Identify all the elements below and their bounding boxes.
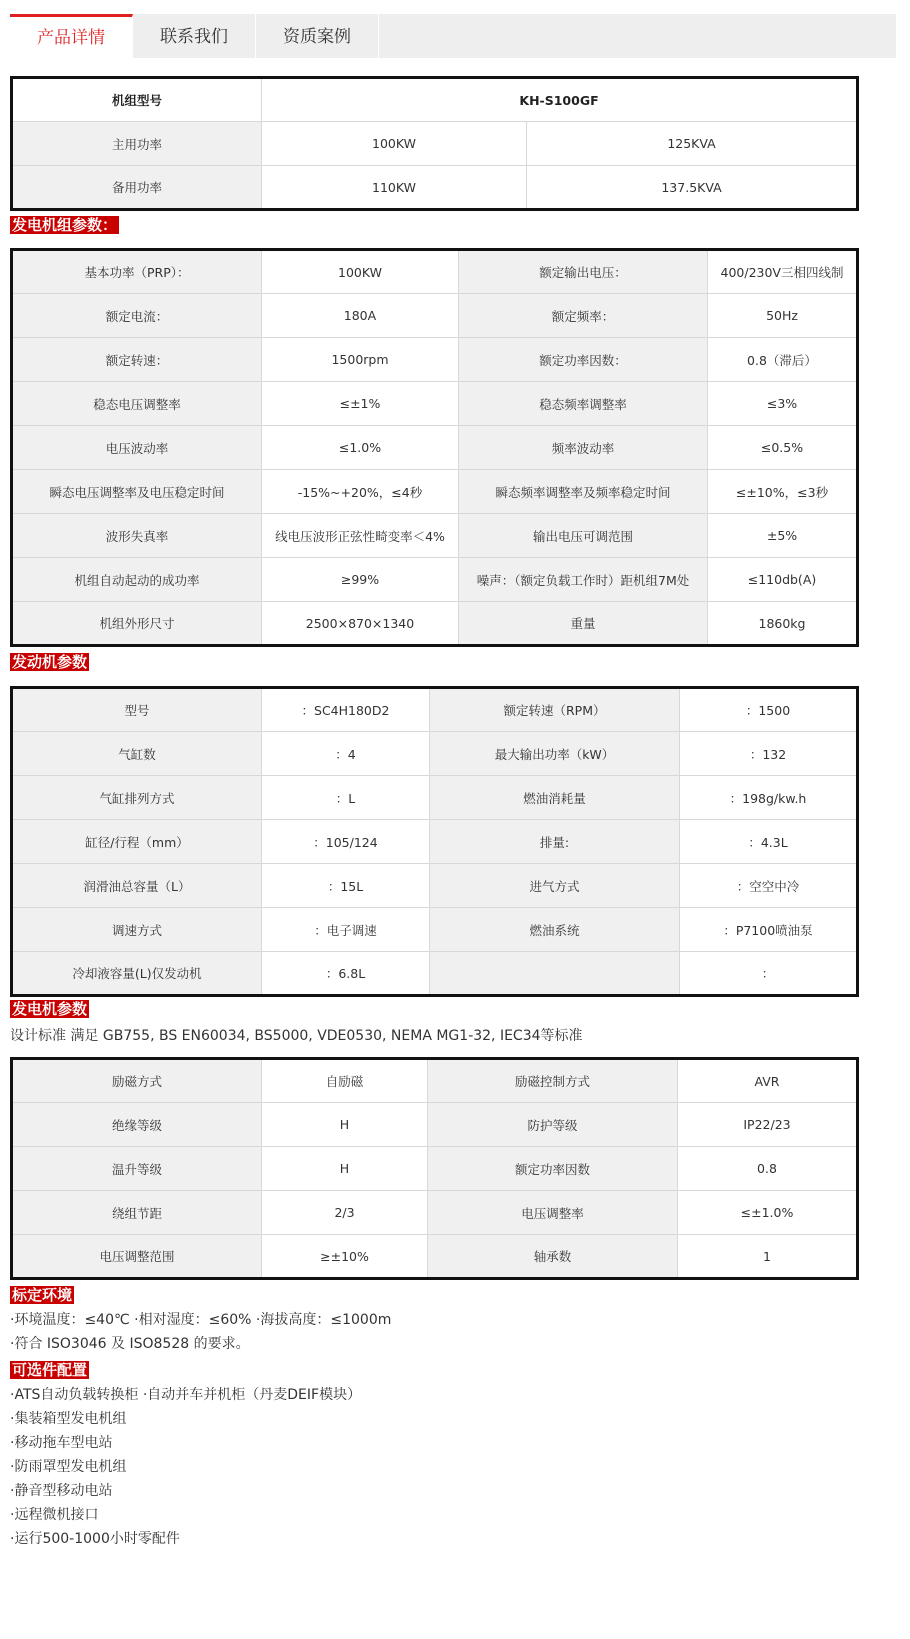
param-value: 1 — [678, 1235, 858, 1279]
param-label — [430, 952, 680, 996]
param-label: 额定电流： — [12, 294, 262, 338]
table-row — [12, 952, 858, 996]
table-row — [12, 294, 858, 338]
option-line: ·移动拖车型电站 — [10, 1435, 113, 1451]
section-heading-engine: 发动机参数 — [12, 653, 88, 671]
param-value: ≤±10%，≤3秒 — [708, 470, 858, 514]
param-value: ≤±1% — [262, 382, 459, 426]
section-heading-options: 可选件配置 — [12, 1361, 88, 1379]
param-label: 额定功率因数： — [459, 338, 708, 382]
param-value: ：15L — [262, 864, 430, 908]
model-row-value: 110KW — [262, 166, 527, 210]
table-row — [12, 776, 858, 820]
table-row — [12, 514, 858, 558]
param-value: ≤±1.0% — [678, 1191, 858, 1235]
param-value: ：4.3L — [680, 820, 858, 864]
param-value: 线电压波形正弦性畸变率＜4% — [262, 514, 459, 558]
param-value: ： — [680, 952, 858, 996]
param-label: 绕组节距 — [12, 1191, 262, 1235]
param-label: 噪声：（额定负载工作时）距机组7M处 — [459, 558, 708, 602]
section-heading-genset: 发电机组参数： — [12, 216, 118, 234]
param-label: 燃油消耗量 — [430, 776, 680, 820]
param-value: H — [262, 1147, 428, 1191]
option-line: ·静音型移动电站 — [10, 1483, 113, 1499]
environment-line: ·环境温度：≤40℃ ·相对湿度：≤60% ·海拔高度：≤1000m — [10, 1312, 392, 1328]
param-label: 额定功率因数 — [428, 1147, 678, 1191]
environment-line: ·符合 ISO3046 及 ISO8528 的要求。 — [10, 1336, 250, 1352]
param-label: 额定转速： — [12, 338, 262, 382]
param-label: 输出电压可调范围 — [459, 514, 708, 558]
param-label: 排量: — [430, 820, 680, 864]
table-row — [12, 558, 858, 602]
param-value: ≤1.0% — [262, 426, 459, 470]
table-row — [12, 908, 858, 952]
param-value: ：空空中冷 — [680, 864, 858, 908]
param-value: ：4 — [262, 732, 430, 776]
design-standard-text: 设计标准 满足 GB755, BS EN60034, BS5000, VDE0530, NEMA MG1-32, IEC34等标准 — [10, 1028, 583, 1044]
option-line: ·防雨罩型发电机组 — [10, 1459, 127, 1475]
param-label: 气缸数 — [12, 732, 262, 776]
param-value: ：132 — [680, 732, 858, 776]
model-row-label: 备用功率 — [12, 166, 262, 210]
param-value: ：SC4H180D2 — [262, 688, 430, 732]
param-value: -15%~+20%，≤4秒 — [262, 470, 459, 514]
table-row — [12, 864, 858, 908]
param-label: 润滑油总容量（L） — [12, 864, 262, 908]
option-line: ·集装箱型发电机组 — [10, 1411, 127, 1427]
param-value: IP22/23 — [678, 1103, 858, 1147]
param-value: 50Hz — [708, 294, 858, 338]
param-value: 自励磁 — [262, 1059, 428, 1103]
param-label: 调速方式 — [12, 908, 262, 952]
tab-qualification-cases[interactable]: 资质案例 — [256, 14, 379, 58]
param-label: 温升等级 — [12, 1147, 262, 1191]
tab-bar — [10, 14, 896, 58]
param-label: 电压调整范围 — [12, 1235, 262, 1279]
model-row-label: 主用功率 — [12, 122, 262, 166]
table-row — [12, 602, 858, 646]
model-row-value: 137.5KVA — [527, 166, 858, 210]
param-value: ：P7100喷油泵 — [680, 908, 858, 952]
section-heading-environment: 标定环境 — [12, 1286, 73, 1304]
param-label: 绝缘等级 — [12, 1103, 262, 1147]
param-label: 燃油系统 — [430, 908, 680, 952]
param-label: 瞬态频率调整率及频率稳定时间 — [459, 470, 708, 514]
param-label: 励磁控制方式 — [428, 1059, 678, 1103]
param-value: ：电子调速 — [262, 908, 430, 952]
param-label: 额定频率： — [459, 294, 708, 338]
param-label: 轴承数 — [428, 1235, 678, 1279]
param-label: 稳态频率调整率 — [459, 382, 708, 426]
param-label: 进气方式 — [430, 864, 680, 908]
param-value: ≤110db(A) — [708, 558, 858, 602]
param-value: AVR — [678, 1059, 858, 1103]
table-row — [12, 1059, 858, 1103]
model-row-value: 125KVA — [527, 122, 858, 166]
table-row — [12, 122, 858, 166]
param-value: 1500rpm — [262, 338, 459, 382]
param-label: 气缸排列方式 — [12, 776, 262, 820]
param-label: 机组外形尺寸 — [12, 602, 262, 646]
param-label: 最大输出功率（kW） — [430, 732, 680, 776]
table-row — [12, 1147, 858, 1191]
param-value: ：6.8L — [262, 952, 430, 996]
param-label: 瞬态电压调整率及电压稳定时间 — [12, 470, 262, 514]
param-value: ：1500 — [680, 688, 858, 732]
param-value: ±5% — [708, 514, 858, 558]
param-label: 缸径/行程（mm） — [12, 820, 262, 864]
param-label: 励磁方式 — [12, 1059, 262, 1103]
param-value: 2500×870×1340 — [262, 602, 459, 646]
table-row — [12, 250, 858, 294]
param-label: 冷却液容量(L)仅发动机 — [12, 952, 262, 996]
table-row — [12, 1191, 858, 1235]
param-label: 电压调整率 — [428, 1191, 678, 1235]
param-value: 0.8 — [678, 1147, 858, 1191]
table-row — [12, 688, 858, 732]
param-value: 180A — [262, 294, 459, 338]
param-label: 基本功率（PRP）： — [12, 250, 262, 294]
section-heading-alternator: 发电机参数 — [12, 1000, 88, 1018]
param-label: 型号 — [12, 688, 262, 732]
param-label: 频率波动率 — [459, 426, 708, 470]
param-value: 100KW — [262, 250, 459, 294]
param-value: 1860kg — [708, 602, 858, 646]
option-line: ·远程微机接口 — [10, 1507, 99, 1523]
param-label: 波形失真率 — [12, 514, 262, 558]
param-label: 额定输出电压： — [459, 250, 708, 294]
table-row — [12, 382, 858, 426]
param-value: ：105/124 — [262, 820, 430, 864]
param-value: ≥±10% — [262, 1235, 428, 1279]
model-header-label: 机组型号 — [12, 78, 262, 122]
table-row — [12, 732, 858, 776]
genset-params-table — [10, 248, 859, 647]
table-row — [12, 470, 858, 514]
model-row-value: 100KW — [262, 122, 527, 166]
option-line: ·运行500-1000小时零配件 — [10, 1531, 180, 1547]
param-value: ≤3% — [708, 382, 858, 426]
param-label: 额定转速（RPM） — [430, 688, 680, 732]
param-value: 2/3 — [262, 1191, 428, 1235]
tab-product-details[interactable]: 产品详情 — [10, 14, 133, 58]
table-row — [12, 1235, 858, 1279]
param-value: 0.8（滞后） — [708, 338, 858, 382]
param-label: 机组自动起动的成功率 — [12, 558, 262, 602]
model-header-value: KH-S100GF — [262, 78, 858, 122]
table-row — [12, 338, 858, 382]
param-value: H — [262, 1103, 428, 1147]
table-row — [12, 166, 858, 210]
param-value: ：L — [262, 776, 430, 820]
param-value: ：198g/kw.h — [680, 776, 858, 820]
table-row — [12, 820, 858, 864]
engine-params-table — [10, 686, 859, 997]
param-label: 稳态电压调整率 — [12, 382, 262, 426]
tab-contact-us[interactable]: 联系我们 — [133, 14, 256, 58]
model-table — [10, 76, 859, 211]
table-row — [12, 1103, 858, 1147]
table-row — [12, 426, 858, 470]
alternator-params-table — [10, 1057, 859, 1280]
param-value: ≥99% — [262, 558, 459, 602]
param-label: 防护等级 — [428, 1103, 678, 1147]
param-value: 400/230V三相四线制 — [708, 250, 858, 294]
param-label: 重量 — [459, 602, 708, 646]
param-value: ≤0.5% — [708, 426, 858, 470]
param-label: 电压波动率 — [12, 426, 262, 470]
option-line: ·ATS自动负载转换柜 ·自动并车并机柜（丹麦DEIF模块） — [10, 1387, 362, 1403]
